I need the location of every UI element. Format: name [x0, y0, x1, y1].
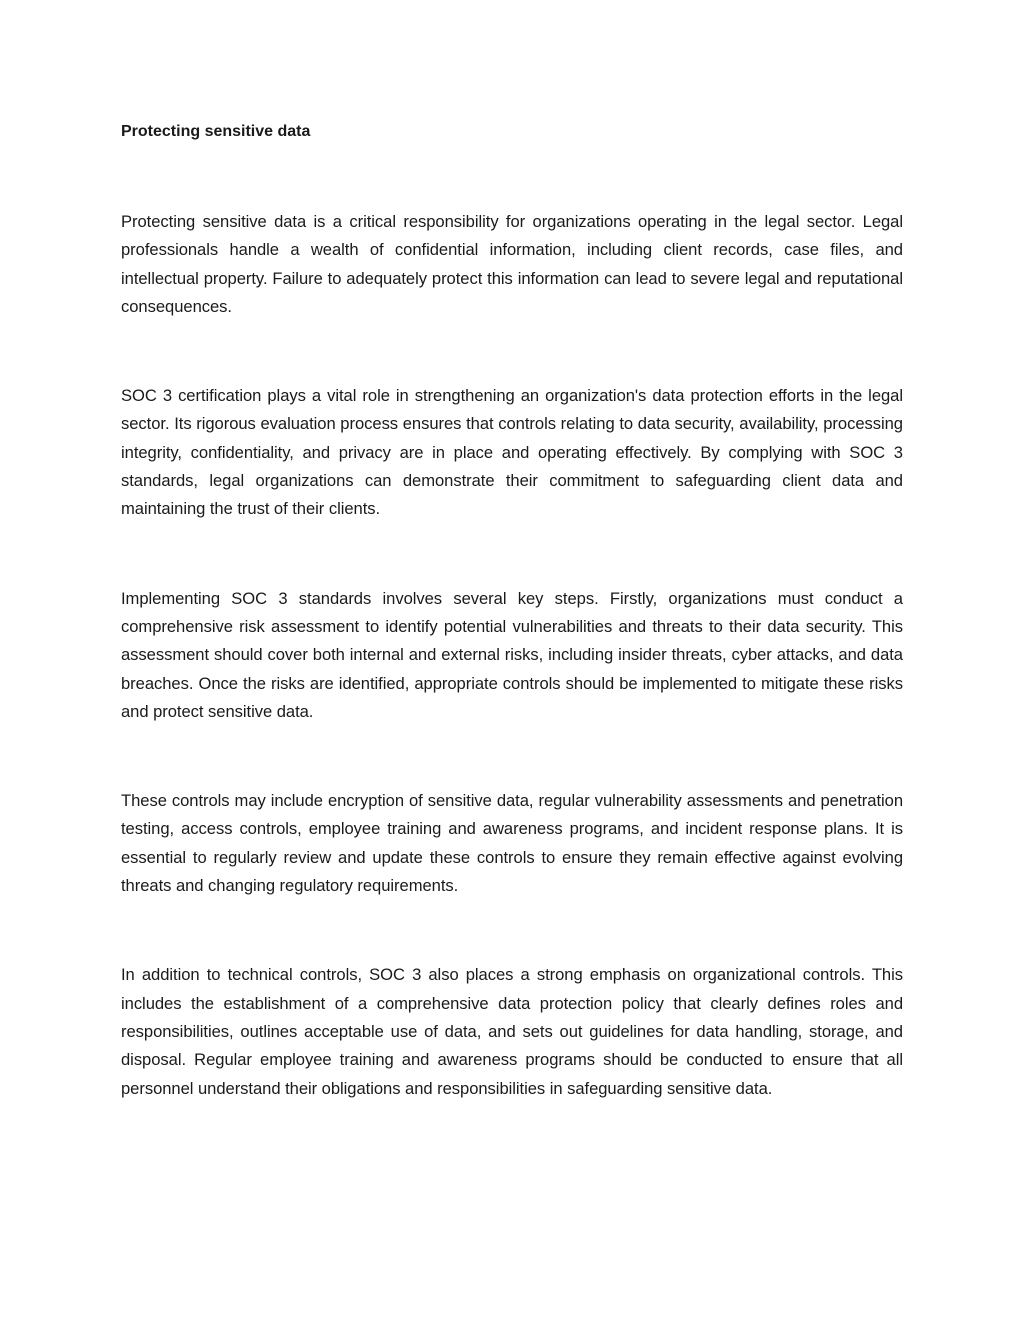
paragraph-controls: These controls may include encryption of sensitive data, regular vulnerability assessments and penetration testing, access controls, employee training and awareness programs, and incident response plans. It is essential to regularly review and update these controls to ensure they remain effective against evolving threats and changing regulatory requirements. [121, 791, 903, 896]
document-title: Protecting sensitive data [121, 123, 311, 140]
paragraph-soc3-certification: SOC 3 certification plays a vital role in strengthening an organization's data protection efforts in the legal sector. Its rigorous evaluation process ensures that controls relating to data security, availability, processing integrity, confidentiality, and privacy are in place and operating effectively. By complying with SOC 3 standards, legal organizations can demonstrate their commitment to safeguarding client data and maintaining the trust of their clients. [121, 386, 903, 519]
document-page [121, 118, 903, 1164]
paragraph-organizational-controls: In addition to technical controls, SOC 3 also places a strong emphasis on organizational controls. This includes the establishment of a comprehensive data protection policy that clearly defines roles and responsibilities, outlines acceptable use of data, and sets out guidelines for data handling, storage, and disposal. Regular employee training and awareness programs should be conducted to ensure that all personnel understand their obligations and responsibilities in safeguarding sensitive data. [121, 965, 903, 1098]
paragraph-intro: Protecting sensitive data is a critical responsibility for organizations operating in the legal sector. Legal professionals handle a wealth of confidential information, including client records, case files, and intellectual property. Failure to adequately protect this information can lead to severe legal and reputational consequences. [121, 212, 903, 316]
paragraph-implementing-soc3: Implementing SOC 3 standards involves several key steps. Firstly, organizations must conduct a comprehensive risk assessment to identify potential vulnerabilities and threats to their data security. This assessment should cover both internal and external risks, including insider threats, cyber attacks, and data breaches. Once the risks are identified, appropriate controls should be implemented to mitigate these risks and protect sensitive data. [121, 588, 903, 721]
